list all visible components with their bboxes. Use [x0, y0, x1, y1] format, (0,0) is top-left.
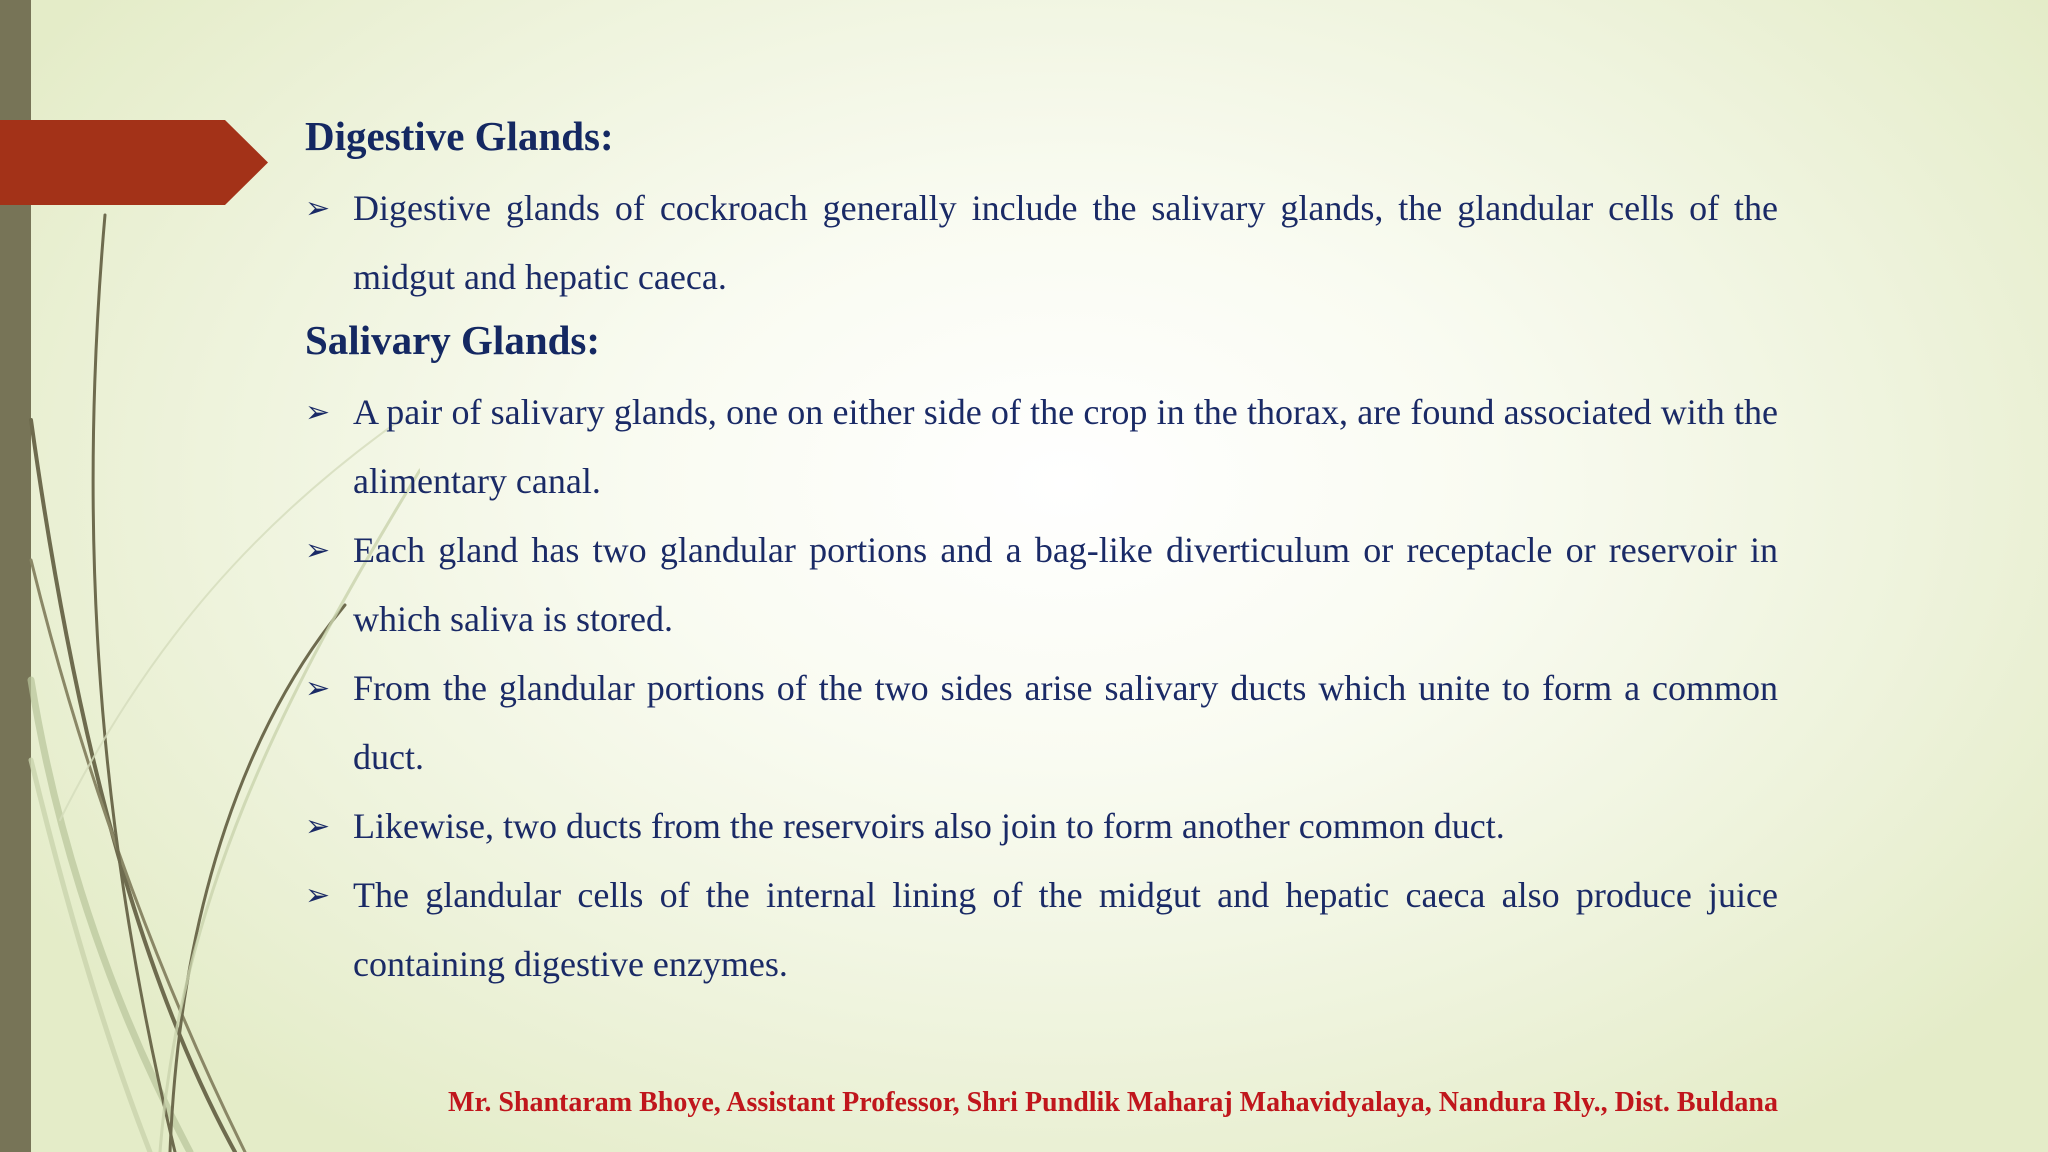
slide-content	[305, 112, 1778, 999]
bullet-arrow-icon: ➢	[305, 396, 331, 429]
bullet-text: From the glandular portions of the two sides arise salivary ducts which unite to form a common duct.	[353, 668, 1778, 777]
bullet-arrow-icon: ➢	[305, 672, 331, 705]
bullet-text: Likewise, two ducts from the reservoirs also join to form another common duct.	[353, 806, 1505, 846]
list-item	[305, 174, 1778, 312]
list-item	[305, 792, 1778, 861]
list-item	[305, 861, 1778, 999]
bullet-arrow-icon: ➢	[305, 192, 331, 225]
bullet-text: Each gland has two glandular portions and a bag-like diverticulum or receptacle or reservoir in which saliva is stored.	[353, 530, 1778, 639]
bullet-text: A pair of salivary glands, one on either side of the crop in the thorax, are found associated with the alimentary canal.	[353, 392, 1778, 501]
bullet-arrow-icon: ➢	[305, 879, 331, 912]
footer-credit: Mr. Shantaram Bhoye, Assistant Professor, Shri Pundlik Maharaj Mahavidyalaya, Nandura Rly., Dist. Buldana	[448, 1087, 1778, 1118]
salivary-glands-heading: Salivary Glands:	[305, 317, 601, 363]
bullet-arrow-icon: ➢	[305, 534, 331, 567]
list-item	[305, 516, 1778, 654]
list-item	[305, 378, 1778, 516]
bullet-arrow-icon: ➢	[305, 810, 331, 843]
list-item	[305, 654, 1778, 792]
digestive-glands-heading: Digestive Glands:	[305, 113, 614, 159]
title-arrow-shape	[0, 120, 268, 205]
bullet-text: The glandular cells of the internal lining of the midgut and hepatic caeca also produce juice containing digestive enzymes.	[353, 875, 1778, 984]
bullet-text: Digestive glands of cockroach generally include the salivary glands, the glandular cells of the midgut and hepatic caeca.	[353, 188, 1778, 297]
